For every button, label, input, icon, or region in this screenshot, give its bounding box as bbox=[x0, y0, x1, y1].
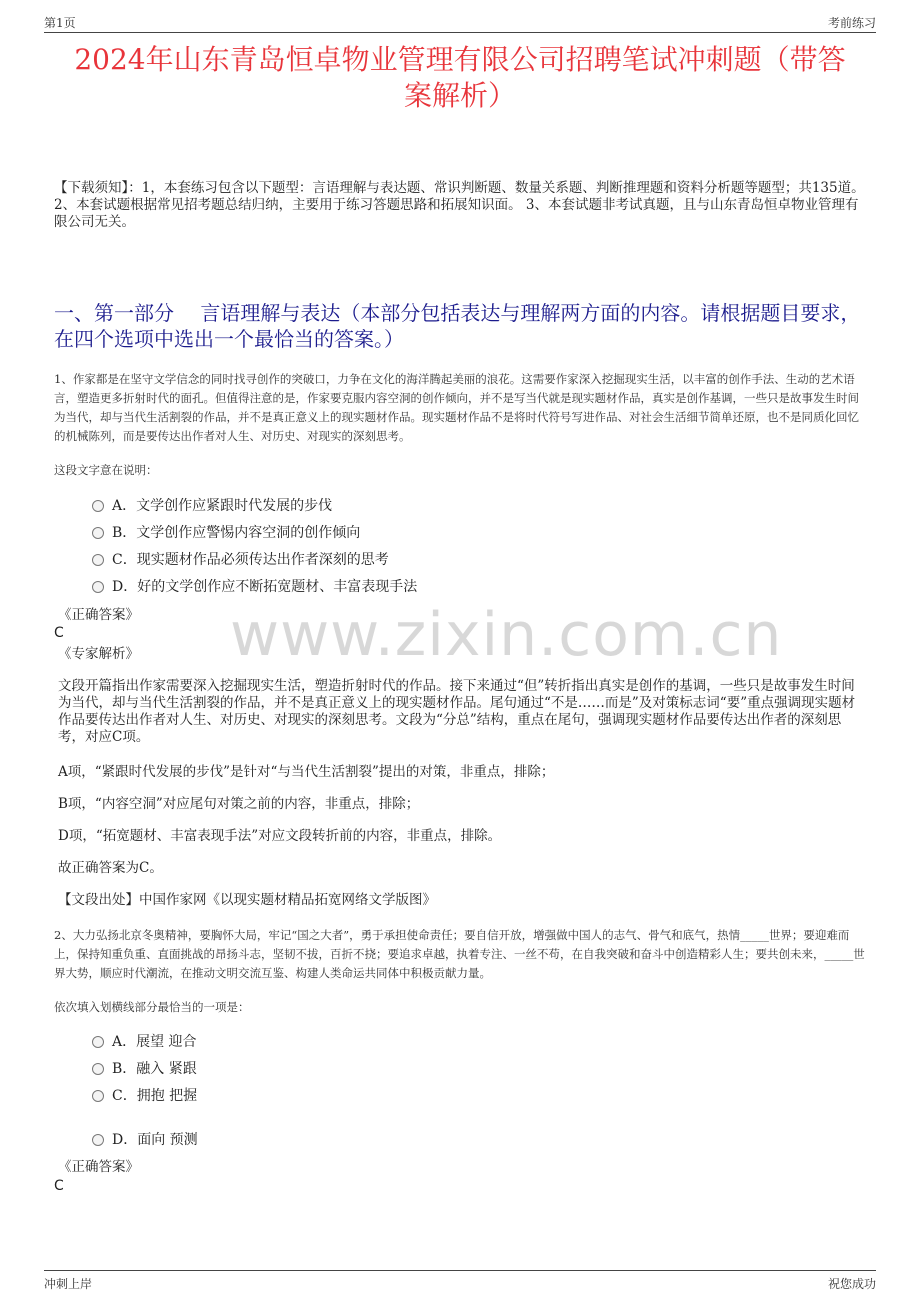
q2-answer: C bbox=[54, 1178, 64, 1194]
radio-icon[interactable] bbox=[92, 1036, 104, 1048]
q1-option-a[interactable]: A．文学创作应紧跟时代发展的步伐 bbox=[92, 496, 332, 516]
q2-option-c[interactable]: C．拥抱 把握 bbox=[92, 1086, 197, 1106]
section-title: 一、第一部分 言语理解与表达（本部分包括表达与理解两方面的内容。请根据题目要求，在四个选项中选出一个最恰当的答案。） bbox=[54, 301, 861, 351]
radio-icon[interactable] bbox=[92, 1063, 104, 1075]
q2-answer-label: 《正确答案》 bbox=[58, 1159, 139, 1175]
radio-icon[interactable] bbox=[92, 1134, 104, 1146]
q1-passage: 1、作家都是在坚守文学信念的同时找寻创作的突破口，力争在文化的海洋腾起美丽的浪花。这需要作家深入挖掘现实生活，以丰富的创作手法、生动的艺术语言，塑造更多折射时代的面孔。但值得注意的是，作家要克服内容空洞的创作倾向，并不是写当代就是现实题材作品，真实是创作基调，一些只是故事发生时间为当代，却与当代生活割裂的作品，并不是真正意义上的现实题材作品。现实题材作品不是将时代符号写进作品、对社会生活细节简单还原，也不是同质化回忆的机械陈列，而是要传达出作者对人生、对历史、对现实的深刻思考。 bbox=[54, 372, 859, 443]
q2-option-b[interactable]: B．融入 紧跟 bbox=[92, 1059, 197, 1079]
radio-icon[interactable] bbox=[92, 500, 104, 512]
page-footer bbox=[44, 1270, 876, 1293]
title-line-2: 案解析） bbox=[403, 79, 516, 112]
footer-right-label: 祝您成功 bbox=[827, 1277, 876, 1291]
q1-option-b[interactable]: B．文学创作应警惕内容空洞的创作倾向 bbox=[92, 523, 360, 543]
q1-analysis-d: D项，“拓宽题材、丰富表现手法”对应文段转折前的内容，非重点，排除。 bbox=[58, 828, 502, 844]
q1-option-c[interactable]: C．现实题材作品必须传达出作者深刻的思考 bbox=[92, 550, 389, 570]
q2-option-a[interactable]: A．展望 迎合 bbox=[92, 1032, 197, 1052]
page-header bbox=[44, 12, 876, 33]
q1-analysis-b: B项，“内容空洞”对应尾句对策之前的内容，非重点，排除； bbox=[58, 796, 420, 812]
watermark: www.zixin.com.cn bbox=[230, 600, 783, 670]
q1-source: 【文段出处】中国作家网《以现实题材精品拓宽网络文学版图》 bbox=[58, 892, 436, 908]
q1-conclusion: 故正确答案为C。 bbox=[58, 860, 163, 876]
q2-stem: 依次填入划横线部分最恰当的一项是： bbox=[54, 1000, 250, 1014]
radio-icon[interactable] bbox=[92, 581, 104, 593]
header-right-label: 考前练习 bbox=[827, 16, 876, 30]
radio-icon[interactable] bbox=[92, 527, 104, 539]
page-number: 第1页 bbox=[44, 16, 76, 30]
document-title bbox=[50, 42, 870, 114]
footer-left-label: 冲刺上岸 bbox=[44, 1277, 93, 1291]
q2-passage: 2、大力弘扬北京冬奥精神，要胸怀大局，牢记“国之大者”，勇于承担使命责任；要自信开放，增强做中国人的志气、骨气和底气，热情_____世界；要迎难而上，保持知重负重、直面挑战的昂扬斗志，坚韧不拔，百折不挠；要追求卓越，执着专注、一丝不苟，在自我突破和奋斗中创造精彩人生；要共创未来，_____世界大势，顺应时代潮流，在推动文明交流互鉴、构建人类命运共同体中积极贡献力量。 bbox=[54, 928, 865, 980]
q1-stem: 这段文字意在说明： bbox=[54, 463, 158, 477]
q1-answer: C bbox=[54, 625, 64, 641]
q2-option-d[interactable]: D．面向 预测 bbox=[92, 1130, 198, 1150]
radio-icon[interactable] bbox=[92, 1090, 104, 1102]
q1-answer-label: 《正确答案》 bbox=[58, 607, 139, 623]
title-line-1: 2024年山东青岛恒卓物业管理有限公司招聘笔试冲刺题（带答 bbox=[74, 43, 846, 76]
q1-analysis-label: 《专家解析》 bbox=[58, 646, 139, 662]
download-notice: 【下载须知】：1，本套练习包含以下题型：言语理解与表达题、常识判断题、数量关系题、判断推理题和资料分析题等题型；共135道。 2、本套试题根据常见招考题总结归纳，主要用于练习答题思路和拓展知识面。 3、本套试题非考试真题，且与山东青岛恒卓物业管理有限公司无关。 bbox=[54, 180, 865, 230]
q1-option-d[interactable]: D．好的文学创作应不断拓宽题材、丰富表现手法 bbox=[92, 577, 417, 597]
q1-analysis-a: A项，“紧跟时代发展的步伐”是针对“与当代生活割裂”提出的对策，非重点，排除； bbox=[58, 764, 555, 780]
radio-icon[interactable] bbox=[92, 554, 104, 566]
q1-analysis-main: 文段开篇指出作家需要深入挖掘现实生活，塑造折射时代的作品。接下来通过“但”转折指出真实是创作的基调，一些只是故事发生时间为当代，却与当代生活割裂的作品，并不是真正意义上的现实题材作品。尾句通过“不是……而是”及对策标志词“要”重点强调现实题材作品要传达出作者对人生、对历史、对现实的深刻思考。文段为“分总”结构，重点在尾句，强调现实题材作品要传达出作者的深刻思考，对应C项。 bbox=[58, 678, 856, 745]
